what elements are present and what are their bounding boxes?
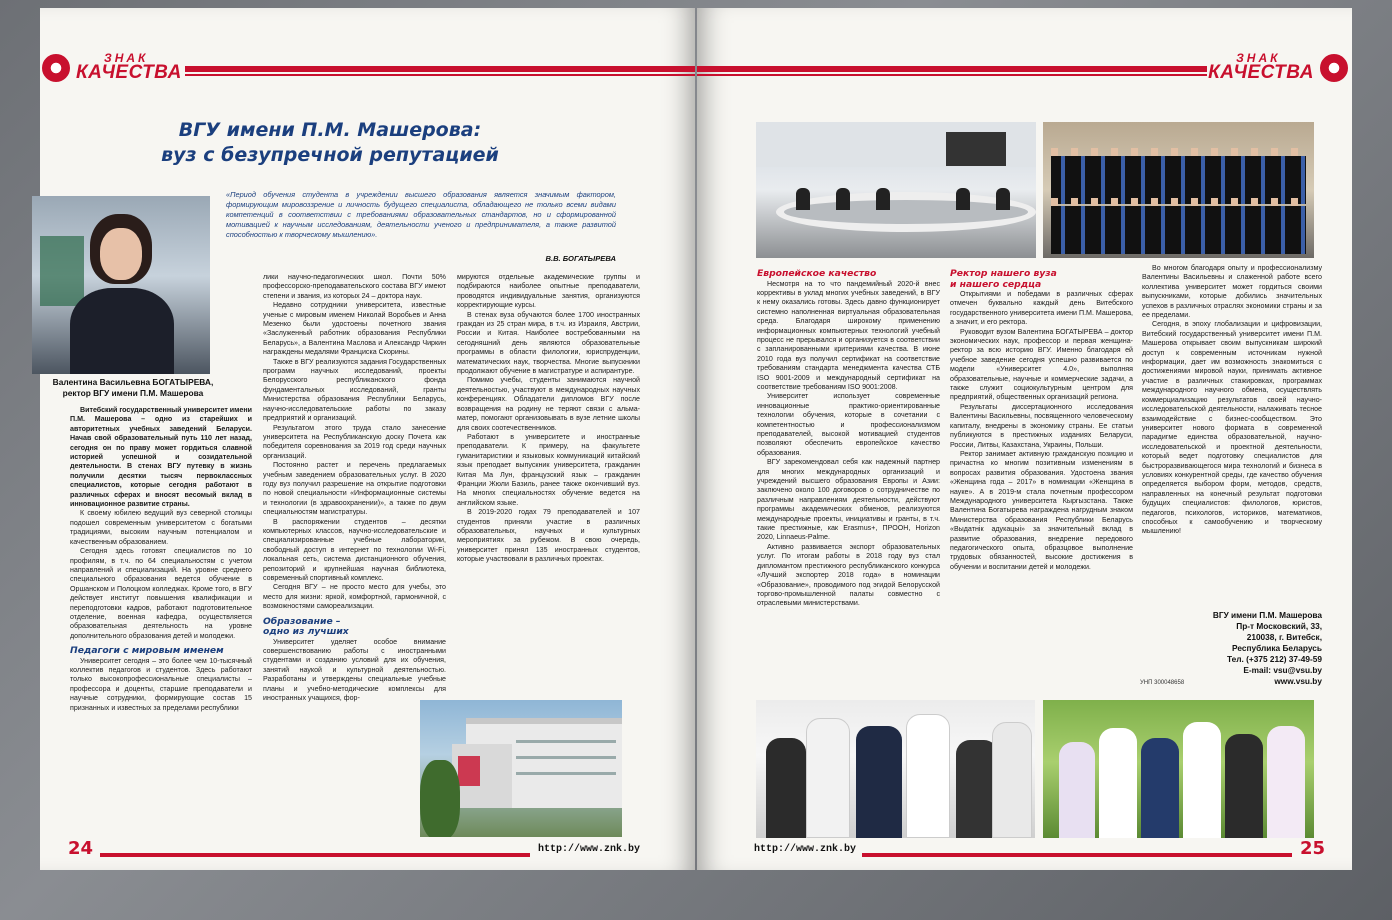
students-photo bbox=[756, 700, 1035, 838]
column-4: Европейское качество Несмотря на то что пандемийный 2020-й внес коррективы в уклад многих учебных заведений, в ВГУ к нему оказались готовы. Здесь давно функционирует системно наполненная виртуальная образовательная среда. Благодаря широкому применению информационных компьютерных технологий учебный процесс не прерывался и организуется в соответствии с запланированными критериями качества. В июне 2010 года вуз получил сертификат на соответствие требованиям стандарта менеджмента качества СТБ ISO 9001-2009 и международный сертификат на соответствие требованиям ISO 9001:2008. Университет использует современные инновационные практико-ориентированные технологии обучения, которые в сочетании с компетентностью и профессионализмом преподавателей, высокой мотивацией студентов позволяют обеспечить европейское качество образования. ВГУ зарекомендовал себя как надежный партнер для многих международных организаций и учреждений высшего образования Европы и Азии: заключено около 100 договоров о сотрудничестве по различным направлениям деятельности, действуют программы академических обменов, реализуются международные проекты, инициативы и гранты, в т.ч. такие престижные, как Erasmus+, ПРООН, Horizon 2020, Linnaeus-Palme. Активно развивается экспорт образовательных услуг. По итогам работы в 2018 году вуз стал дипломантом престижного республиканского конкурса «Лучший экспортер 2018 года» в номинации «Образование», проводимого под эгидой Белорусской торгово-промышленной палаты совместно с отраслевыми министерствами. bbox=[757, 268, 940, 608]
brand-top-text: ЗНАК bbox=[1236, 51, 1281, 65]
conference-photo bbox=[756, 122, 1036, 258]
graduates-diplomas-photo bbox=[1043, 700, 1314, 838]
page-number-left: 24 bbox=[68, 838, 94, 859]
subhead-education: Образование – одно из лучших bbox=[263, 615, 349, 638]
header-rule bbox=[697, 66, 1207, 72]
brand-main-text: КАЧЕСТВА bbox=[1208, 62, 1314, 83]
unp-number: УНП 300048658 bbox=[1140, 680, 1185, 686]
subhead-european-quality: Европейское качество bbox=[757, 268, 877, 279]
headline-line-1: ВГУ имени П.М. Машерова: bbox=[178, 119, 482, 141]
article-headline bbox=[130, 118, 530, 168]
page-number-right: 25 bbox=[1300, 838, 1326, 859]
header-rule-thin bbox=[697, 74, 1207, 76]
column-3: мируются отдельные академические группы и подбираются наиболее опытные преподаватели, проводятся индивидуальные занятия, организуются корректирующие курсы. В стенах вуза обучаются более 1700 иностранных граждан из 25 стран мира, в т.ч. из Израиля, Австрии, России и Китая. Наиболее востребованными на сегодняшний день являются образовательные программы в области филологии, юриспруденции, математических наук, творчества. Многие выпускники продолжают обучение в магистратуре и аспирантуре. Помимо учебы, студенты занимаются научной деятельностью, участвуют в международных научных конференциях. Обладатели дипломов ВГУ после возвращения на родину не теряют связи с альма-матер, помогают организовывать в вузе летние школы для своих соотечественников. Работают в университете и иностранные преподаватели. К примеру, на факультете гуманитаристики и языковых коммуникаций китайский язык преподает выпускник университета, гражданин Китая Ма Лун, французский язык – гражданин Франции Жюли Базиль, ранее также окончивший вуз. На многих специальностях обучение ведется на английском языке. В 2019-2020 годах 79 преподавателей и 107 студентов приняли участие в различных образовательных, научных и культурных мероприятиях за рубежом. В свою очередь, университет принял 135 иностранных студентов, которые участвовали в различных проектах. bbox=[457, 273, 640, 564]
brand-top-text: ЗНАК bbox=[104, 51, 149, 65]
graduation-group-photo bbox=[1043, 122, 1314, 258]
subhead-rector: Ректор нашего вуза и нашего сердца bbox=[950, 268, 1057, 290]
footer-url-left[interactable]: http://www.znk.by bbox=[538, 844, 641, 855]
footer-rule-left bbox=[100, 853, 530, 857]
rector-quote: «Период обучения студента в учреждении высшего образования является значимым фактором, формирующим мировоззрение и личность будущего специалиста, обладающего не только всеми видами компетенций в соответствии с требованиями образовательных стандартов, но и сформированной мотивацией к научным исследованиям, деятельности ученого и предпринимателя, а также развитой способностью к творческому мышлению». bbox=[226, 190, 616, 239]
footer-rule-right bbox=[862, 853, 1292, 857]
header-rule-thin bbox=[185, 74, 695, 76]
emblem-icon bbox=[42, 54, 70, 82]
rector-portrait-photo bbox=[32, 196, 210, 374]
footer-url-right[interactable]: http://www.znk.by bbox=[754, 844, 857, 855]
contact-block: ВГУ имени П.М. Машерова Пр-т Московский, 33, 210038, г. Витебск, Республика Беларусь Тел. (+375 212) 37-49-59 E-mail: vsu@vsu.by www.vsu.by bbox=[1212, 610, 1322, 686]
portrait-caption: Валентина Васильевна БОГАТЫРЕВА, ректор ВГУ имени П.М. Машерова bbox=[52, 377, 214, 398]
column-5: Ректор нашего вуза и нашего сердца Открытиями и победами в различных сферах отмечен буквально каждый день Витебского государственного университета имени П.М. Машерова, а значит, и его ректора. Руководит вузом Валентина БОГАТЫРЕВА – доктор экономических наук, профессор и первая женщина-ректор за всю историю ВГУ. Именно благодаря ей учебное заведение сегодня успешно развивается по модели «Университет 4.0», выполняя образовательные, научные и коммерческие задачи, а также служит социокультурным центром для предприятий, общественных организаций региона. Результаты диссертационного исследования Валентины Васильевны, посвященного человеческому капиталу, внедрены в экономику страны. Ее статьи публикуются в престижных изданиях Беларуси, России, Литвы, Казахстана, Украины, Польши. Ректор занимает активную гражданскую позицию и причастна ко многим позитивным изменениям в вопросах развития образования. Удостоена звания «Женщина года – 2017» в номинации «Женщина в науке». А в 2019-м стала почетным профессором Международного университета Кыргызстана. Также Валентина Богатырева награждена нагрудным знаком Министерства образования Республики Беларусь «Выдатнік адукацыі» за значительный вклад в развитие образования, внедрение передового педагогического опыта, образцовое выполнение трудовых обязанностей, высокие достижения в обучении и воспитании детей и молодежи. bbox=[950, 268, 1133, 571]
brand-main-text: КАЧЕСТВА bbox=[76, 62, 182, 83]
emblem-icon bbox=[1320, 54, 1348, 82]
column-6: Во многом благодаря опыту и профессионализму Валентины Васильевны и слаженной работе всего коллектива университет может гордиться своими выпускниками, которые добились значительных успехов в различных отраслях экономики страны и за ее пределами. Сегодня, в эпоху глобализации и цифровизации, Витебский государственный университет имени П.М. Машерова открывает своим выпускникам широкий доступ к современным источникам нужной информации, дает им возможность знакомиться с достижениями мировой науки, принимать активное участие в различных стажировках, программах международного научного обмена, осуществлять коммерциализацию результатов своей научно-исследовательской деятельности, налаживать тесное взаимодействие с бизнес-сообществом. Это университет нового формата в современной парадигме единства образовательной, научно-исследовательской и проектной деятельности, который ведет подготовку специалистов для быстроразвивающегося мира технологий и бизнеса в условиях конкурентной среды, где качество обучения определяется выбором форм, методов, средств, направленных на конечный результат подготовки будущих специалистов: филологов, юристов, педагогов, психологов, историков, математиков, способных к самообучению и творческому мышлению! bbox=[1142, 264, 1322, 536]
university-building-photo bbox=[420, 700, 622, 837]
column-2: лики научно-педагогических школ. Почти 50% профессорско-преподавательского состава ВГУ имеют степени и звания, из которых 24 – доктора наук. Недавно сотрудники университета, известные ученые с мировым именем Николай Воробьев и Анна Мезенко были удостоены почетного звания «Заслуженный работник образования Республики Беларусь», а Валентина Маслова и Александр Чиркин награждены медалями Франциска Скорины. Также в ВГУ реализуются задания Государственных программ научных исследований, проекты Белорусского республиканского фонда фундаментальных исследований, гранты Министерства образования Республики Беларусь, научно-исследовательские работы по заказу предприятий и организаций. Результатом этого труда стало занесение университета на Республиканскую доску Почета как победителя соревнования за 2019 год среди научных организаций. Постоянно растет и перечень предлагаемых учебным заведением образовательных услуг. В 2020 году вуз получил разрешение на открытие подготовки по новой специальности «Информационные системы и технологии (в здравоохранении)», а также по двум специальностям магистратуры. В распоряжении студентов – десятки компьютерных классов, научно-исследовательские и специализированные учебные лаборатории, свободный доступ в интернет по технологии Wi-Fi, локальная сеть, система дистанционного обучения, репозиторий и крупнейшая научная библиотека, современный спортивный комплекс. Сегодня ВГУ – не просто место для учебы, это место для жизни: яркой, комфортной, гармоничной, с возможностями самореализации. Образование – одно из лучших Университет уделяет особое внимание совершенствованию работы с иностранными студентами и созданию условий для их обучения, занятий наукой и культурной деятельностью. Разработаны и утверждены специальные учебные планы и учебно-методические комплексы для иностранных учащихся, фор- bbox=[263, 273, 446, 703]
brand-logo bbox=[42, 53, 182, 83]
column-1: Витебский государственный университет имени П.М. Машерова – одно из старейших и авторитетных учебных заведений Беларуси. Начав свой образовательный путь 110 лет назад, сегодня он по праву может гордиться славной историей успешной и созидательной деятельности. В стенах ВГУ путевку в жизнь получили десятки тысяч первоклассных специалистов, которые сегодня работают в различных сферах и вносят весомый вклад в инновационное развитие страны. К своему юбилею ведущий вуз северной столицы подошел современным университетом с богатыми традициями, высоким научным потенциалом и качественным образованием. Сегодня здесь готовят специалистов по 10 профилям, в т.ч. по 64 специальностям с учетом направлений и специализаций. На уровне среднего специального образования ведется обучение в Оршанском и Полоцком колледжах. Кроме того, в ВГУ действует институт повышения квалификации и переподготовки кадров, работают подготовительное отделение, военная кафедра, осуществляется образовательная деятельность на уровне дополнительного образования детей и молодежи. Педагоги с мировым именем Университет сегодня – это более чем 10-тысячный коллектив педагогов и студентов. Здесь работают только высокопрофессиональные специалисты – профессора и доценты, старшие преподаватели и научные сотрудники, формирующие состав 15 признанных и известных за пределами республики bbox=[70, 406, 252, 712]
brand-logo-right bbox=[1208, 53, 1348, 83]
quote-author: В.В. БОГАТЫРЕВА bbox=[545, 254, 616, 263]
subhead-teachers: Педагоги с мировым именем bbox=[70, 645, 224, 657]
header-rule bbox=[185, 66, 695, 72]
headline-line-2: вуз с безупречной репутацией bbox=[161, 144, 499, 166]
lead-paragraph: Витебский государственный университет имени П.М. Машерова – одно из старейших и авторитетных учебных заведений Беларуси. Начав свой образовательный путь 110 лет назад, сегодня он по праву может гордиться славной историей успешной и созидательной деятельности. В стенах ВГУ путевку в жизнь получили десятки тысяч первоклассных специалистов, которые сегодня работают в различных сферах и вносят весомый вклад в инновационное развитие страны. bbox=[70, 406, 252, 509]
